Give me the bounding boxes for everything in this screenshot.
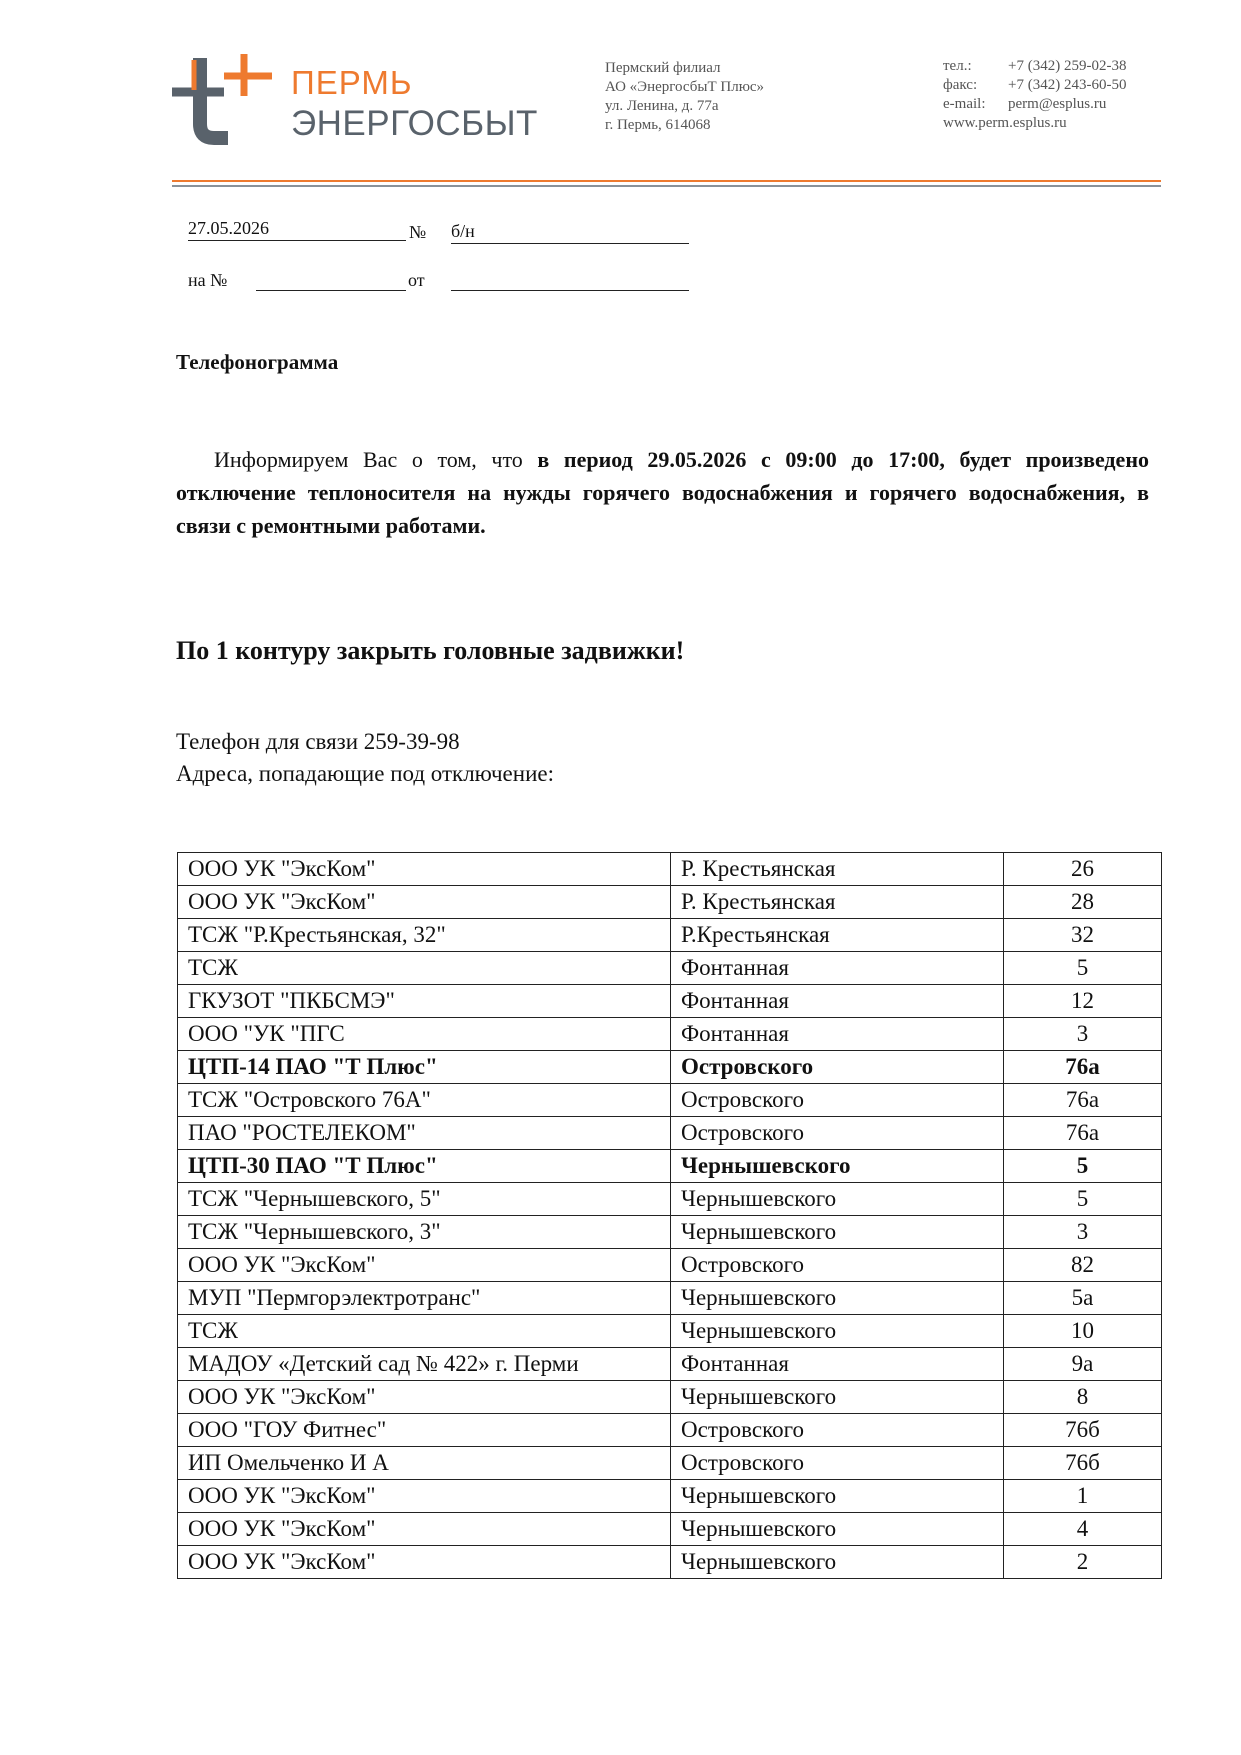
brand-name-bottom: ЭНЕРГОСБЫТ [291, 104, 538, 143]
addresses-table-body [178, 853, 1162, 1579]
org-cell: ТСЖ "Чернышевского, 3" [178, 1216, 671, 1249]
street-cell: Чернышевского [671, 1183, 1004, 1216]
header-divider-orange [172, 180, 1161, 182]
house-cell: 32 [1004, 919, 1162, 952]
table-row [178, 1447, 1162, 1480]
table-row [178, 1546, 1162, 1579]
house-cell: 5а [1004, 1282, 1162, 1315]
org-cell: ООО "УК "ПГС [178, 1018, 671, 1051]
table-row [178, 1381, 1162, 1414]
table-row [178, 1348, 1162, 1381]
org-cell: ИП Омельченко И А [178, 1447, 671, 1480]
street-cell: Чернышевского [671, 1381, 1004, 1414]
reference-number-blank [256, 268, 406, 291]
house-cell: 9а [1004, 1348, 1162, 1381]
org-cell: ООО УК "ЭксКом" [178, 1381, 671, 1414]
addresses-table [177, 852, 1162, 1579]
company-logo-icon [172, 54, 272, 146]
info-paragraph [176, 443, 1149, 542]
contact-email [943, 95, 1126, 114]
street-cell: Островского [671, 1414, 1004, 1447]
org-cell: ГКУЗОТ "ПКБСМЭ" [178, 985, 671, 1018]
street-cell: Р. Крестьянская [671, 853, 1004, 886]
table-row [178, 1414, 1162, 1447]
table-row [178, 1480, 1162, 1513]
house-cell: 28 [1004, 886, 1162, 919]
table-row [178, 1315, 1162, 1348]
address-line: ул. Ленина, д. 77а [605, 98, 719, 114]
address-line: Пермский филиал [605, 60, 721, 76]
org-cell: ЦТП-30 ПАО "Т Плюс" [178, 1150, 671, 1183]
street-cell: Чернышевского [671, 1315, 1004, 1348]
street-cell: Чернышевского [671, 1546, 1004, 1579]
table-row [178, 985, 1162, 1018]
document-type-title: Телефонограмма [176, 350, 339, 374]
contact-label: факс: [943, 77, 978, 93]
contact-label: тел.: [943, 58, 972, 74]
house-cell: 3 [1004, 1216, 1162, 1249]
house-cell: 5 [1004, 1183, 1162, 1216]
street-cell: Островского [671, 1084, 1004, 1117]
street-cell: Чернышевского [671, 1150, 1004, 1183]
house-cell: 8 [1004, 1381, 1162, 1414]
street-cell: Островского [671, 1447, 1004, 1480]
table-row [178, 1216, 1162, 1249]
address-line: г. Пермь, 614068 [605, 117, 711, 133]
contact-value: perm@esplus.ru [1008, 96, 1107, 112]
street-cell: Фонтанная [671, 1348, 1004, 1381]
org-cell: ТСЖ "Островского 76А" [178, 1084, 671, 1117]
table-row [178, 1084, 1162, 1117]
company-contacts [943, 57, 1126, 133]
street-cell: Островского [671, 1051, 1004, 1084]
doc-number: б/н [451, 220, 689, 244]
contact-value: www.perm.esplus.ru [943, 115, 1067, 131]
reference-number-label: на № [188, 270, 228, 290]
street-cell: Фонтанная [671, 952, 1004, 985]
org-cell: ООО УК "ЭксКом" [178, 886, 671, 919]
org-cell: ЦТП-14 ПАО "Т Плюс" [178, 1051, 671, 1084]
org-cell: МАДОУ «Детский сад № 422» г. Перми [178, 1348, 671, 1381]
table-row [178, 1513, 1162, 1546]
header-divider-gray [172, 185, 1161, 187]
street-cell: Чернышевского [671, 1513, 1004, 1546]
company-address [605, 59, 764, 135]
org-cell: ТСЖ "Чернышевского, 5" [178, 1183, 671, 1216]
brand-name-top: ПЕРМЬ [291, 64, 413, 101]
doc-date: 27.05.2026 [188, 217, 406, 241]
table-row [178, 919, 1162, 952]
street-cell: Чернышевского [671, 1282, 1004, 1315]
table-row [178, 1183, 1162, 1216]
house-cell: 3 [1004, 1018, 1162, 1051]
table-row [178, 853, 1162, 886]
house-cell: 76б [1004, 1447, 1162, 1480]
info-emphasis: в период 29.05.2026 с 09:00 до 17:00, будет произведено отключение теплоносителя на нужды горячего водоснабжения и горячего водоснабжения, в связи с ремонтными работами. [176, 447, 1149, 538]
contact-label: e-mail: [943, 96, 986, 112]
house-cell: 26 [1004, 853, 1162, 886]
contact-phone-line: Телефон для связи 259-39-98 [176, 729, 460, 754]
house-cell: 12 [1004, 985, 1162, 1018]
org-cell: ООО УК "ЭксКом" [178, 1249, 671, 1282]
org-cell: ООО УК "ЭксКом" [178, 853, 671, 886]
table-row [178, 1282, 1162, 1315]
info-lead: Информируем Вас о том, что [214, 447, 538, 472]
street-cell: Р. Крестьянская [671, 886, 1004, 919]
reference-date-blank [451, 268, 689, 291]
reference-from-label: от [408, 270, 425, 290]
contact-value: +7 (342) 243-60-50 [1008, 77, 1127, 93]
house-cell: 76а [1004, 1084, 1162, 1117]
house-cell: 76б [1004, 1414, 1162, 1447]
table-row [178, 1051, 1162, 1084]
org-cell: ООО УК "ЭксКом" [178, 1546, 671, 1579]
street-cell: Чернышевского [671, 1216, 1004, 1249]
contact-phone [943, 57, 1126, 76]
house-cell: 10 [1004, 1315, 1162, 1348]
org-cell: ТСЖ [178, 1315, 671, 1348]
org-cell: ООО "ГОУ Фитнес" [178, 1414, 671, 1447]
house-cell: 2 [1004, 1546, 1162, 1579]
street-cell: Фонтанная [671, 1018, 1004, 1051]
street-cell: Чернышевского [671, 1480, 1004, 1513]
house-cell: 5 [1004, 1150, 1162, 1183]
org-cell: ООО УК "ЭксКом" [178, 1480, 671, 1513]
addresses-intro: Адреса, попадающие под отключение: [176, 761, 554, 786]
house-cell: 76а [1004, 1117, 1162, 1150]
contact-website [943, 114, 1126, 133]
house-cell: 76а [1004, 1051, 1162, 1084]
contact-value: +7 (342) 259-02-38 [1008, 58, 1127, 74]
house-cell: 82 [1004, 1249, 1162, 1282]
org-cell: ТСЖ [178, 952, 671, 985]
street-cell: Р.Крестьянская [671, 919, 1004, 952]
street-cell: Островского [671, 1117, 1004, 1150]
table-row [178, 952, 1162, 985]
table-row [178, 1117, 1162, 1150]
address-line: АО «ЭнергосбыТ Плюс» [605, 79, 765, 95]
org-cell: ТСЖ "Р.Крестьянская, 32" [178, 919, 671, 952]
table-row [178, 1150, 1162, 1183]
house-cell: 5 [1004, 952, 1162, 985]
instruction-heading: По 1 контуру закрыть головные задвижки! [176, 636, 685, 665]
table-row [178, 1249, 1162, 1282]
org-cell: МУП "Пермгорэлектротранс" [178, 1282, 671, 1315]
table-row [178, 886, 1162, 919]
org-cell: ПАО "РОСТЕЛЕКОМ" [178, 1117, 671, 1150]
table-row [178, 1018, 1162, 1051]
street-cell: Островского [671, 1249, 1004, 1282]
contact-fax [943, 76, 1126, 95]
house-cell: 4 [1004, 1513, 1162, 1546]
house-cell: 1 [1004, 1480, 1162, 1513]
org-cell: ООО УК "ЭксКом" [178, 1513, 671, 1546]
street-cell: Фонтанная [671, 985, 1004, 1018]
doc-number-sign: № [409, 222, 427, 242]
